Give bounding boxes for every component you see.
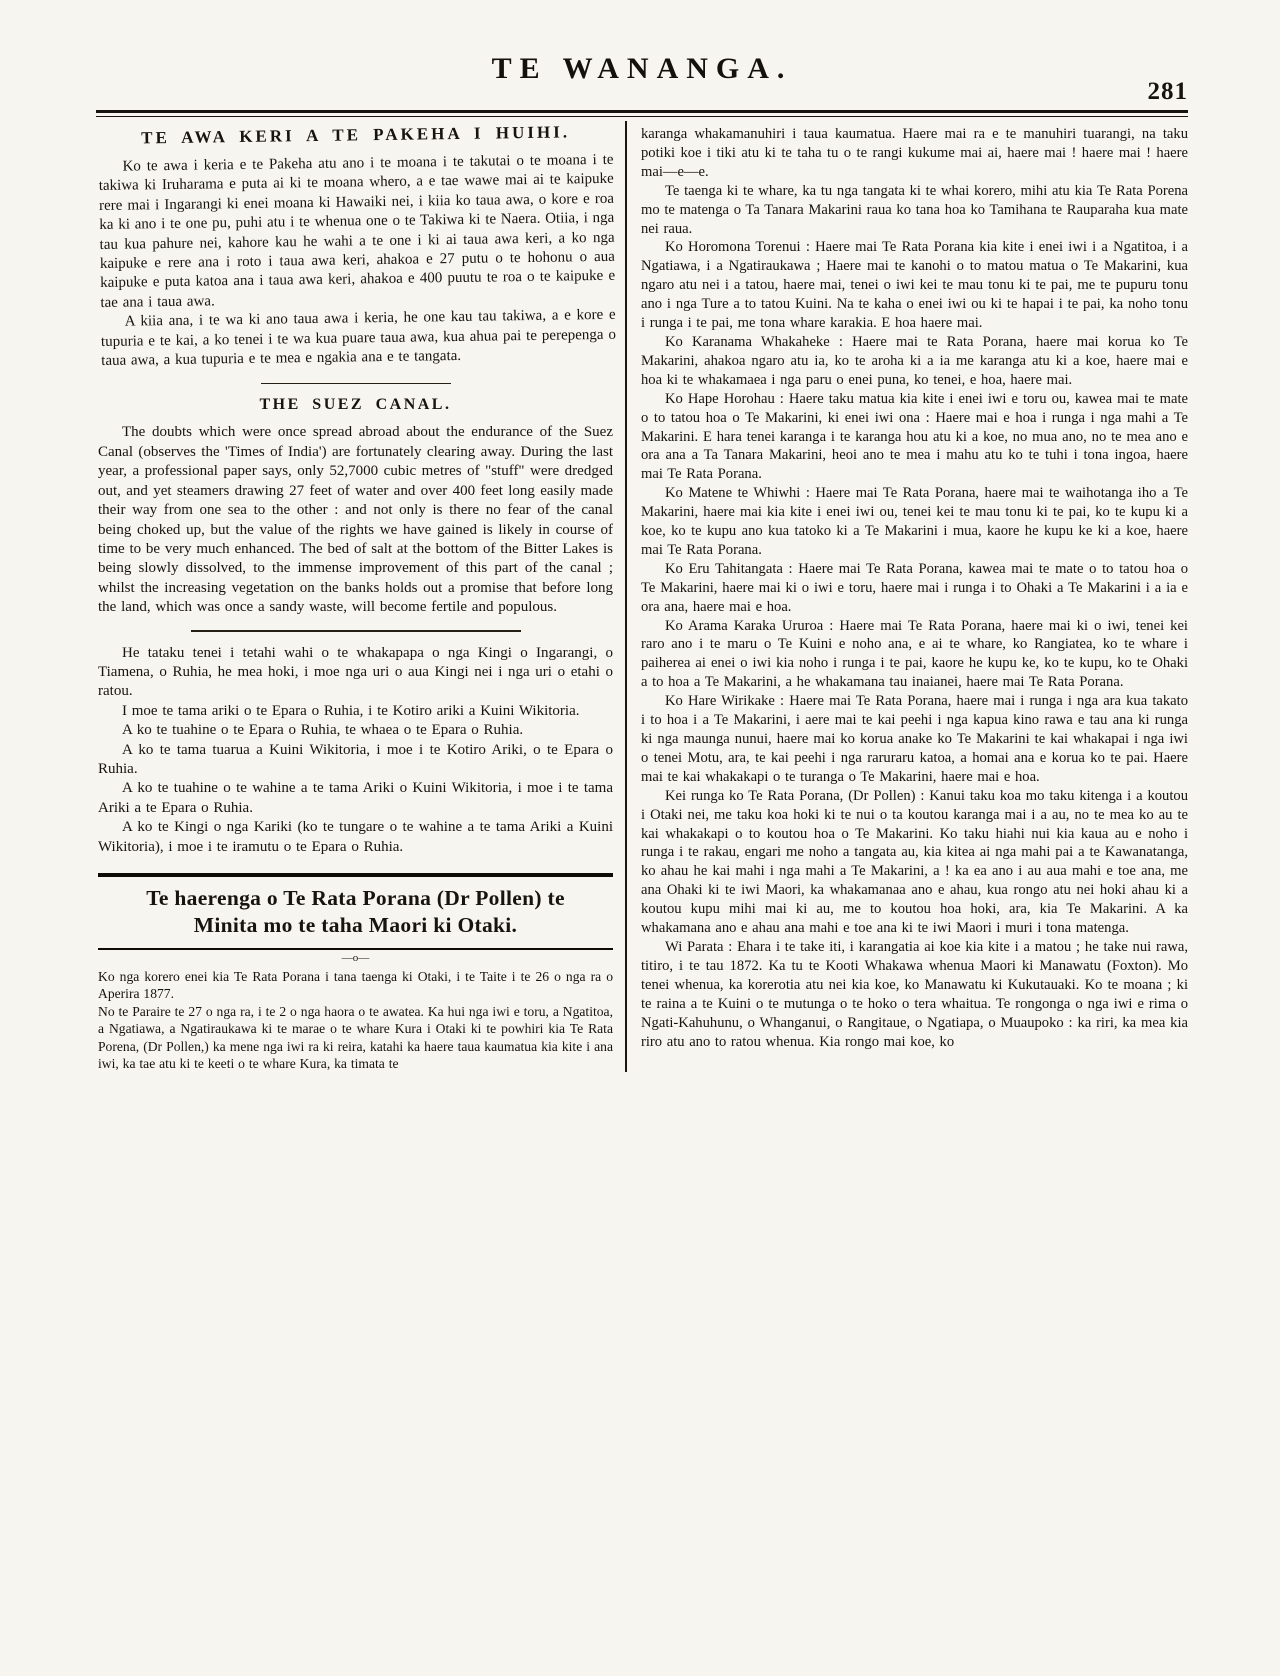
masthead-rule — [96, 110, 1188, 117]
article-paragraph: No te Paraire te 27 o nga ra, i te 2 o nga haora o te awatea. Ka hui nga iwi e toru, a Ngatitoa, a Ngatiawa, a Ngatiraukawa ki te marae o te whare Kura i Otaki ki te powhiri kia Te Rata Porena, (Dr Pollen,) ka mene nga iwi ra ki reira, katahi ka haere taua kaumatua kia kite i ana iwi, ka tae atu ki te keeti o te whare Kura, ka timata te — [98, 1003, 613, 1072]
section-divider-rule — [191, 630, 521, 632]
right-column — [627, 121, 1188, 1072]
article-heading: TE AWA KERI A TE PAKEHA I HUIHI. — [141, 122, 571, 148]
article-paragraph: I moe te tama ariki o te Epara o Ruhia, i te Kotiro ariki a Kuini Wikitoria. — [122, 702, 580, 719]
feature-heading: Te haerenga o Te Rata Porana (Dr Pollen) te Minita mo te taha Maori ki Otaki. — [146, 886, 565, 937]
article-paragraph: Ko Horomona Torenui : Haere mai Te Rata Porana kia kite i enei iwi i a Ngatitoa, i a Ngatiawa, i a Ngatiraukawa ; Haere mai te kanohi o to matou matua o Te Makarini, kua ngaro atu nei i a tatou, haere mai, tenei o iwi kei te mau tonu ki te pai, me te pupuru tonu ano i nga Ture a to tatou Kuini. Na te kaha o enei iwi ou ki te hapai i te pai, ka noho tonu i runga i te pai, me tona whare karakia. E hoa haere mai. — [641, 239, 1188, 332]
article-whakapapa — [98, 644, 613, 857]
article-paragraph: A ko te tuahine o te Epara o Ruhia, te whaea o te Epara o Ruhia. — [122, 722, 524, 739]
article-dr-pollen-visit — [98, 873, 613, 1072]
article-paragraph: Te taenga ki te whare, ka tu nga tangata ki te whai korero, mihi atu kia Te Rata Porena mo te matenga o Ta Tanara Makarini raua ko tana hoa ko Tamihana te Rauparaha kua mate nei raua. — [641, 182, 1188, 237]
article-paragraph: He tataku tenei i tetahi wahi o te whakapapa o nga Kingi o Ingarangi, o Tiamena, o Ruhia, he mea hoki, i moe nga uri o aua Kingi nei i nga uri o etahi o ratou. — [98, 644, 613, 700]
left-column — [96, 121, 625, 1072]
masthead-title: TE WANANGA. — [491, 52, 793, 85]
page-number: 281 — [1147, 78, 1188, 105]
article-paragraph: Ko nga korero enei kia Te Rata Porana i tana taenga ki Otaki, i te Taite i te 26 o nga ra o Aperira 1877. — [98, 969, 613, 1002]
article-suez-canal — [98, 396, 613, 617]
article-paragraph: A ko te tuahine o te wahine a te tama Ariki o Kuini Wikitoria, i moe i te tama Ariki a te Epara o Ruhia. — [98, 780, 613, 816]
article-paragraph: Ko te awa i keria e te Pakeha atu ano i te moana i te takutai o te moana i te takiwa ki Iruharama e puta ai ki te moana whero, a e tae wawe mai ai te kaipuke rere mai i Ingarangi ki enei moana ki Hawaiki nei, i kiia ko taua awa, o kore e roa ka ki ano i te one pu, puhi atu i te whenua one o te Takiwa ki te Naera. Otiia, i nga tau kua pahure nei, kahore kau he wahi a te one i ki ai taua awa keri, a ko nga kaipuke e rere ana i roto i taua awa keri, ahakoa e 27 putu o te hohonu o aua kaipuke e puta katoa ana i taua awa keri, ahakoa e 400 puutu te roa o te kaipuke e tae ana i taua awa. — [98, 151, 616, 311]
masthead-row — [96, 52, 1188, 105]
article-paragraph: A ko te Kingi o nga Kariki (ko te tungare o te wahine a te tama Ariki a Kuini Wikitoria), i moe i te iramutu o te Epara o Ruhia. — [98, 819, 613, 855]
article-paragraph: Kei runga ko Te Rata Porana, (Dr Pollen) : Kanui taku koa mo taku kitenga i a koutou i Otaki nei, me taku koa hoki ki te nui o ta koutou karanga mai i a au, no te mea ko au te kai whakakapi o to koutou hoa o Te Makarini. Ko taku hiahi nui kia kaua au e noho i runga i te rakau, engari me noho a tangata au, kia kitea ai nga mahi pai a te Kawanatanga, ko ahau he kai mahi i nga mahi a Te Makarini, a ! ka ea ano i au aua mahi e toe ana, me ana Ohaki ki te iwi Maori, ka whakamanaa ano e ahau, kua rongo atu nei hoki ahau ki a koutou kupu mihi mai ki au, me to koutou hoa hoki, ara, kia Te Makarini. A ka whakamana ano e ahau ana mahi e toe ana ki te iwi Maori i muri i tona matenga. — [641, 787, 1188, 937]
feature-top-rule — [98, 873, 613, 877]
article-paragraph: Ko Hape Horohau : Haere taku matua kia kite i enei iwi e toru ou, kawea mai te mate o to tatou hoa o Te Makarini, ki enei iwi ona : Haere mai e hoa i runga i nga mahi a Te Makarini. E hara tenei karanga i te karanga hou atu ki a koe, no mua ano, no te mea ano e ora ana a Ta Tanara Makarini, heoi ano te mea i mahu atu ko te tuhi i tona ingoa, haere mai Te Rata Porana. — [641, 390, 1188, 483]
article-paragraph: karanga whakamanuhiri i taua kaumatua. Haere mai ra e te manuhiri tuarangi, na taku potiki koe i tiki atu ki te taha tu o te rangi kukume mai ai, haere mai ! haere mai ! haere mai—e—e. — [641, 126, 1188, 180]
article-paragraph: Ko Arama Karaka Ururoa : Haere mai Te Rata Porana, haere mai ki o iwi, tenei kei raro ano i te maru o Te Kuini e noho ana, e ai te whare, ko Rangiatea, ko te whare i paiherea ai enei o iwi kia noho i runga i te pai, kaore he kupu ke, ko te kupu, ko te Ohaki a to hoa a Te Makarini, a he whakamana tau inaianei, haere mai Te Rata Porana. — [641, 617, 1188, 691]
ornament-divider: —o— — [341, 952, 370, 964]
article-heading: THE SUEZ CANAL. — [259, 396, 452, 414]
article-paragraph: Ko Hare Wirikake : Haere mai Te Rata Porana, haere mai i runga i nga ara kua takato i to hoa i a Te Makarini, i aere mai te kai peehi i nga kapua kino rawa e tau ana ki runga ki nga maunga nunui, haere mai ko korua anake ko Te Makarini te kai whakapai i nga iwi o tenei Motu, ara, te kai peehi i nga raruraru katoa, a homai ana e korua ko te pai. Haere mai te kai whakakapi o te turanga o Te Makarini, haere mai e hoa. — [641, 693, 1188, 785]
page-columns — [96, 121, 1188, 1072]
article-paragraph: The doubts which were once spread abroad about the endurance of the Suez Canal (observes the 'Times of India') are fortunately clearing away. During the last year, a professional paper says, only 52,7000 cubic metres of "stuff" were dredged out, and yet steamers drawing 27 feet of water and over 400 feet long easily made their way from one sea to the other : and not only is there no fear of the canal being choked up, but the value of the rights we have gained is likely in course of time to be very much enhanced. The bed of salt at the bottom of the Bitter Lakes is being slowly dissolved, to the immense improvement of this part of the canal ; whilst the increasing vegetation on the banks holds out a promise that before long the land, which was once a sandy waste, will become fertile and populous. — [98, 424, 613, 616]
page-header — [96, 52, 1188, 117]
article-paragraph: A kiia ana, i te wa ki ano taua awa i keria, he one kau tau takiwa, a e kore e tupuria e te kai, a ko tenei i te wa kua puare taua awa, kua ahua pai te perepenga o taua awa, a kua tupuria e te mea e ngakia ana e te tangata. — [100, 307, 617, 370]
article-paragraph: Ko Karanama Whakaheke : Haere mai te Rata Porana, haere mai korua ko Te Makarini, ahakoa ngaro atu ia, ko te aroha ki a ia me karanga atu ki a koe, haere mai e hoa ki te whakamaea i nga paru o enei puna, ko tenei, e hoa, haere mai. — [641, 333, 1188, 388]
article-awa-keri — [98, 122, 616, 372]
article-paragraph: Ko Matene te Whiwhi : Haere mai Te Rata Porana, haere mai te waihotanga iho a Te Makarini, haere mai kia kite i enei iwi ou, tenei kei te mau tonu ki te pai, ko te kupu ki a koe, ko te kupu ano kua tatoko ki a Te Makarini i mua, kaore he kupu ke ki a koe, haere mai Te Rata Porana. — [641, 485, 1188, 558]
article-paragraph: A ko te tama tuarua a Kuini Wikitoria, i moe i te Kotiro Ariki, o te Epara o Ruhia. — [98, 741, 613, 777]
feature-bottom-rule — [98, 948, 613, 950]
article-paragraph: Ko Eru Tahitangata : Haere mai Te Rata Porana, kawea mai te mate o to tatou hoa o Te Makarini, haere mai ki o iwi e toru, haere mai i runga i to Ohaki a Te Makarini i a ia e ora ana, haere mai e hoa. — [641, 560, 1188, 615]
article-paragraph: Wi Parata : Ehara i te take iti, i karangatia ai koe kia kite i a matou ; he take nui rawa, titiro, i te tau 1872. Ka tu te Kooti Whakawa whenua Maori ki Manawatu (Foxton). Mo tenei whenua, ka korerotia atu nei kia koe, ko Manawatu ki Kukutauaki. Ko te moana ; ki te raina a te Kuini o te mutunga o te hoko o tera whaitua. Te rongonga o nga iwi e rima o Ngati-Kahuhunu, o Whanganui, o Rangitaue, o Ngatiapa, o Muaupoko : ka riri, ka mea kia riro atu ano to ratou whenua. Kia rongo mai koe, ko — [641, 938, 1188, 1050]
section-divider-rule — [261, 383, 451, 384]
